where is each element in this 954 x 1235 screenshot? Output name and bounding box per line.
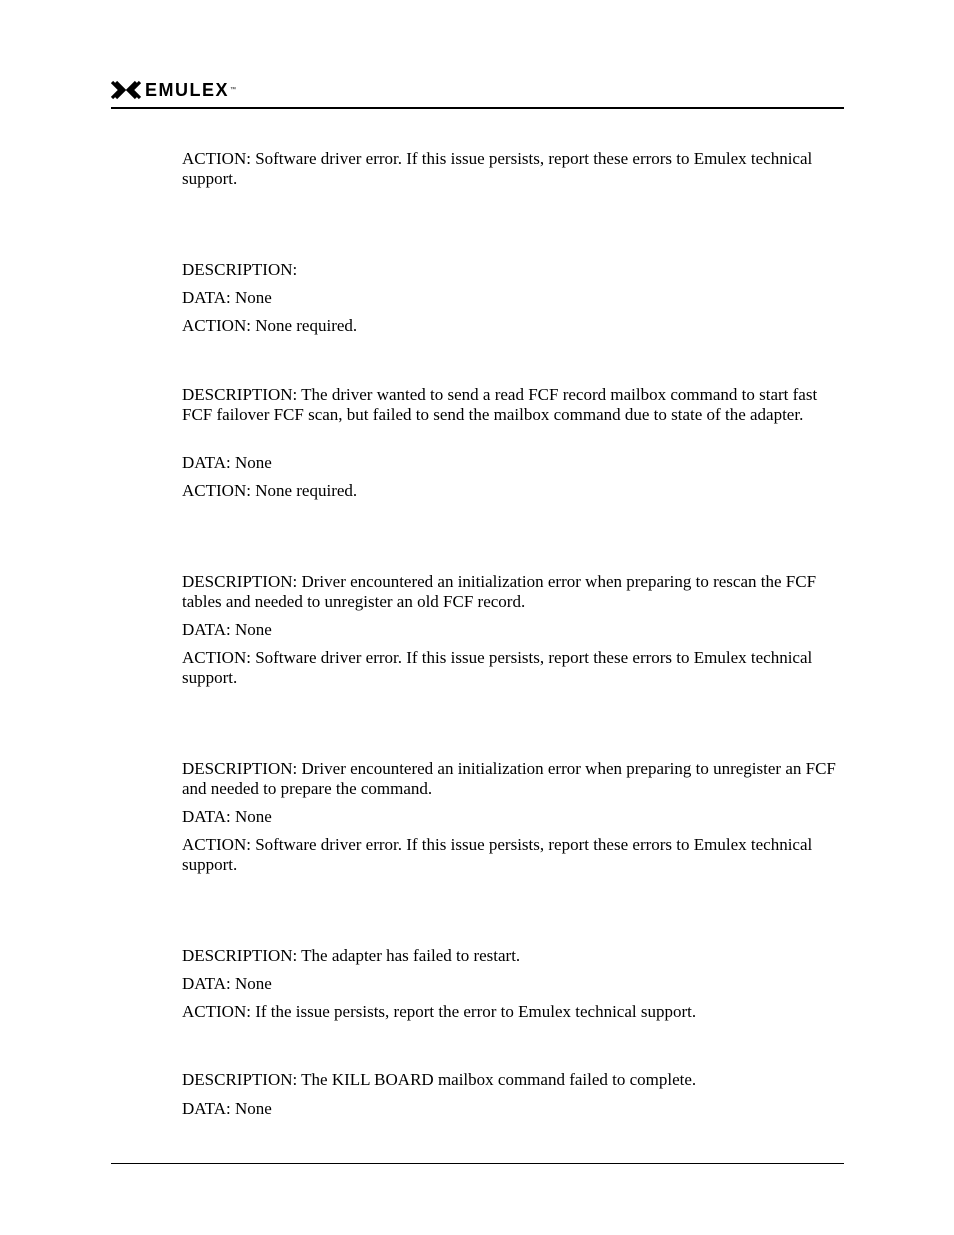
action-text: ACTION: None required. (182, 481, 358, 500)
action-text: ACTION: If the issue persists, report the error to Emulex technical support. (182, 1002, 697, 1021)
description-text: DESCRIPTION: Driver encountered an initialization error when preparing to rescan the FCF tables and needed to unregister an old FCF record. (182, 572, 817, 611)
logo-trademark: ™ (230, 87, 237, 93)
description-text: DESCRIPTION: The driver wanted to send a read FCF record mailbox command to start fast FCF failover FCF scan, but failed to send the mailbox command due to state of the adapter. (182, 385, 818, 424)
logo-wordmark: EMULEX (145, 80, 230, 100)
action-text: ACTION: Software driver error. If this issue persists, report these errors to Emulex technical support. (182, 835, 813, 874)
action-text: ACTION: Software driver error. If this issue persists, report these errors to Emulex technical support. (182, 648, 813, 687)
description-text: DESCRIPTION: The KILL BOARD mailbox command failed to complete. (182, 1070, 697, 1089)
data-text: DATA: None (182, 288, 272, 307)
description-text: DESCRIPTION: The adapter has failed to restart. (182, 946, 521, 965)
data-text: DATA: None (182, 620, 272, 639)
emulex-logo-icon (111, 80, 141, 100)
footer-divider (111, 1163, 844, 1164)
header-divider (111, 107, 844, 109)
data-text: DATA: None (182, 974, 272, 993)
data-text: DATA: None (182, 453, 272, 472)
action-text: ACTION: None required. (182, 316, 358, 335)
data-text: DATA: None (182, 807, 272, 826)
description-text: DESCRIPTION: (182, 260, 298, 279)
description-text: DESCRIPTION: Driver encountered an initialization error when preparing to unregister an FCF and needed to prepare the command. (182, 759, 836, 798)
action-text: ACTION: Software driver error. If this issue persists, report these errors to Emulex technical support. (182, 149, 813, 188)
emulex-logo (111, 79, 236, 101)
page-header (111, 79, 844, 109)
data-text: DATA: None (182, 1099, 272, 1118)
